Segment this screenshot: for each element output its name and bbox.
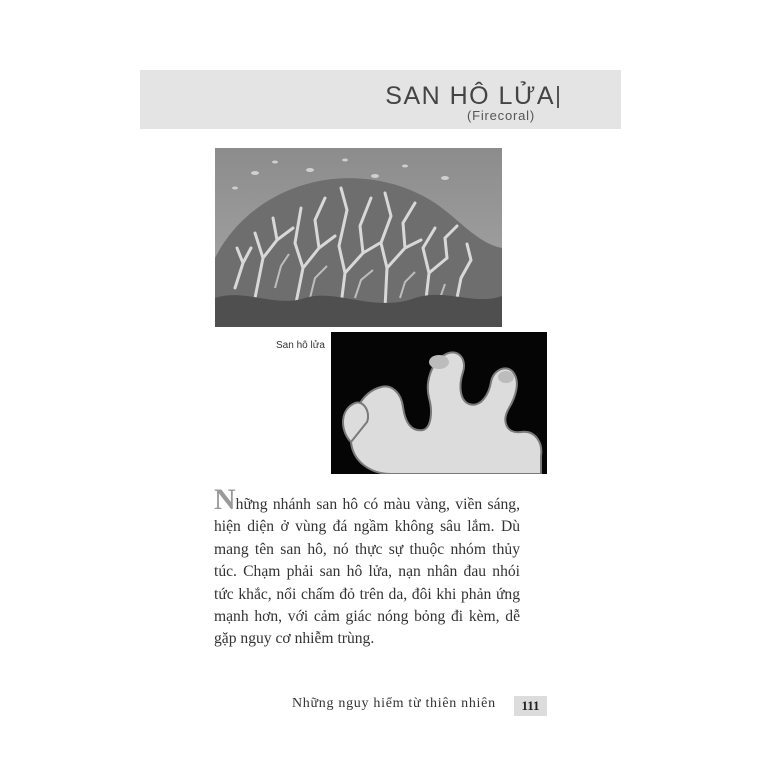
drop-cap: N	[214, 483, 236, 516]
photo-caption: San hô lửa	[276, 340, 325, 351]
page-number: 111	[521, 698, 540, 713]
chapter-subtitle: (Firecoral)	[466, 108, 535, 123]
chapter-title: SAN HÔ LỬA	[385, 82, 555, 110]
fire-coral-photo-top	[215, 148, 502, 327]
body-paragraph	[214, 483, 520, 651]
fire-coral-photo-closeup	[331, 332, 547, 474]
title-band	[140, 70, 621, 129]
body-text: hững nhánh san hô có màu vàng, viền sáng, hiện diện ở vùng đá ngầm không sâu lắm. Dù mang tên san hô, nó thực sự thuộc nhóm thủy túc. Chạm phải san hô lửa, nạn nhân đau nhói tức khắc, nổi chấm đỏ trên da, đôi khi phản ứng mạnh hơn, với cảm giác nóng bỏng đi kèm, dễ gặp nguy cơ nhiễm trùng.	[214, 496, 520, 648]
page-number-box	[514, 696, 547, 716]
title-divider	[557, 86, 559, 108]
footer-book-title: Những nguy hiểm từ thiên nhiên	[292, 696, 496, 711]
